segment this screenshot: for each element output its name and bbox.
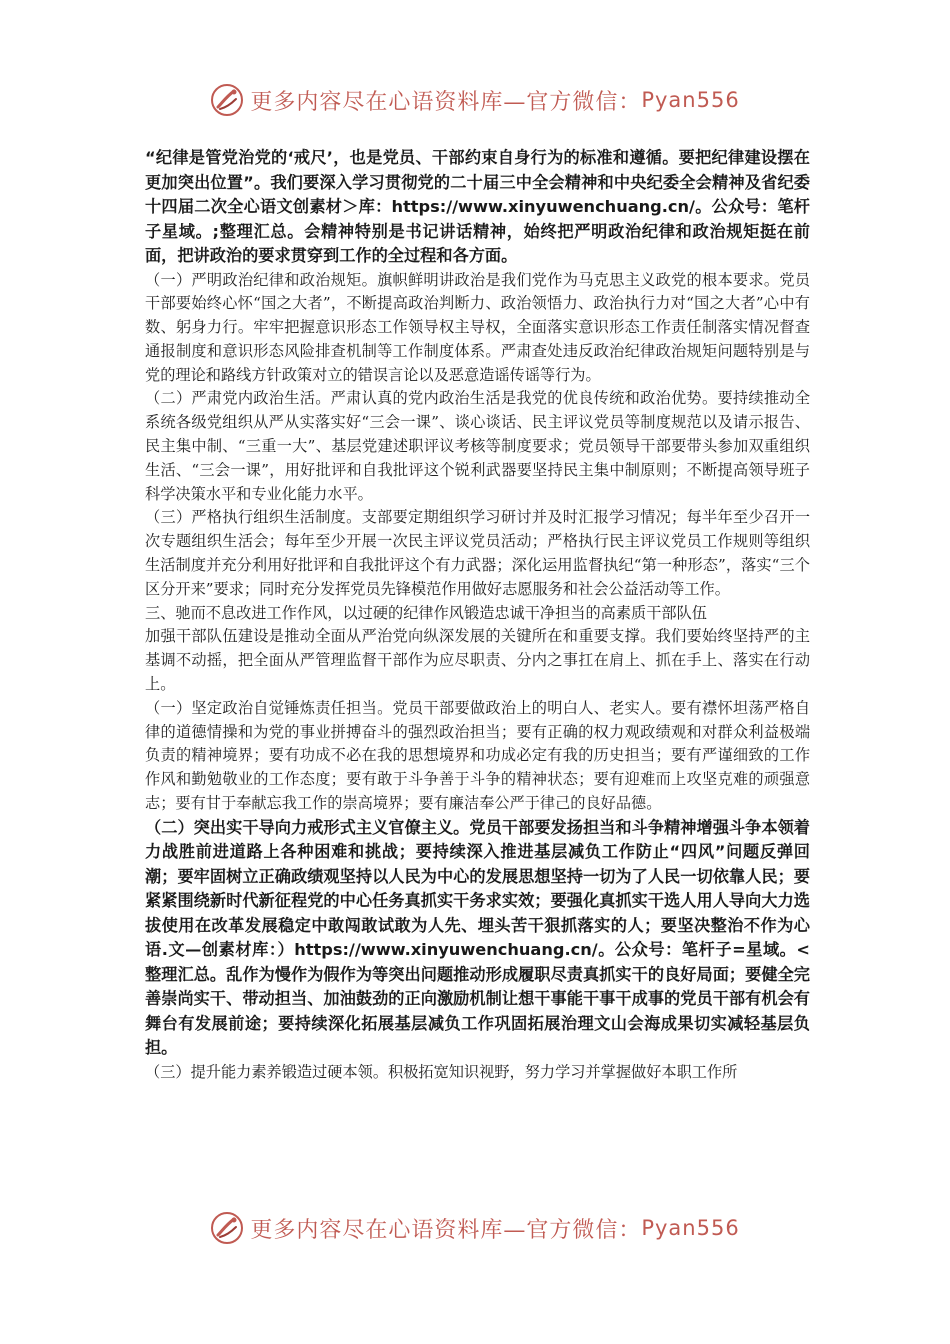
footer-banner [0,1208,950,1248]
section-heading-3: 三、驰而不息改进工作作风，以过硬的纪律作风锻造忠诚干净担当的高素质干部队伍 [145,603,707,622]
writing-hand-logo-icon [210,83,244,117]
subsection-item-3: （三）提升能力素养锻造过硬本领。积极拓宽知识视野，努力学习并掌握做好本职工作所 [145,1062,738,1081]
section-intro-paragraph: 加强干部队伍建设是推动全面从严治党向纵深发展的关键所在和重要支撑。我们要始终坚持严的主基调不动摇，把全面从严管理监督干部作为应尽职责、分内之事扛在肩上、抓在手上、落实在行动上。 [145,627,810,694]
footer-banner-text: 更多内容尽在心语资料库—官方微信： [250,1217,642,1243]
section-item-2: （二）严肃党内政治生活。严肃认真的党内政治生活是我党的优良传统和政治优势。要持续推动全系统各级党组织从严从实落实好“三会一课”、谈心谈话、民主评议党员等制度规范以及请示报告、民主集中制、“三重一大”、基层党建述职评议考核等制度要求；党员领导干部要带头参加双重组织生活、“三会一课”，用好批评和自我批评这个锐利武器要坚持民主集中制原则；不断提高领导班子科学决策水平和专业化能力水平。 [145,389,810,503]
header-wechat-id: Pyan556 [641,88,740,112]
section-item-3: （三）严格执行组织生活制度。支部要定期组织学习研讨并及时汇报学习情况；每半年至少召开一次专题组织生活会；每年至少开展一次民主评议党员活动；严格执行民主评议党员工作规则等组织生活制度并充分利用好批评和自我批评这个有力武器；深化运用监督执纪“第一种形态”，落实“三个区分开来”要求；同时充分发挥党员先锋模范作用做好志愿服务和社会公益活动等工作。 [145,508,810,598]
subsection-item-1: （一）坚定政治自觉锤炼责任担当。党员干部要做政治上的明白人、老实人。要有襟怀坦荡严格自律的道德情操和为党的事业拼搏奋斗的强烈政治担当；要有正确的权力观政绩观和对群众利益极端负责的精神境界；要有功成不必在我的思想境界和功成必定有我的历史担当；要有严谨细致的工作作风和勤勉敬业的工作态度；要有敢于斗争善于斗争的精神状态；要有迎难而上攻坚克难的顽强意志；要有甘于奉献忘我工作的崇高境界；要有廉洁奉公严于律己的良好品德。 [145,698,810,813]
subsection-item-2: （二）突出实干导向力戒形式主义官僚主义。党员干部要发扬担当和斗争精神增强斗争本领着力战胜前进道路上各种困难和挑战；要持续深入推进基层减负工作防止“四风”问题反弹回潮；要牢固树立正确政绩观坚持以人民为中心的发展思想坚持一切为了人民一切依靠人民；要紧紧围绕新时代新征程党的中心任务真抓实干务求实效；要强化真抓实干选人用人导向大力选拔使用在改革发展稳定中敢闯敢试敢为人先、埋头苦干狠抓落实的人；要坚决整治不作为心语.文—创素材库：）https://www.xinyuwenchuang.cn/。公众号：笔杆子=星域。<整理汇总。乱作为慢作为假作为等突出问题推动形成履职尽责真抓实干的良好局面；要健全完善崇尚实干、带动担当、加油鼓劲的正向激励机制让想干事能干事干成事的党员干部有机会有舞台有发展前途；要持续深化拓展基层减负工作巩固拓展治理文山会海成果切实减轻基层负担。 [145,817,810,1058]
intro-paragraph: “纪律是管党治党的‘戒尺’，也是党员、干部约束自身行为的标准和遵循。要把纪律建设摆在更加突出位置”。我们要深入学习贯彻党的二十届三中全会精神和中央纪委全会精神及省纪委十四届二次全心语文创素材＞库：https://www.xinyuwenchuang.cn/。公众号：笔杆子星域。;整理汇总。会精神特别是书记讲话精神，始终把严明政治纪律和政治规矩挺在前面，把讲政治的要求贯穿到工作的全过程和各方面。 [145,148,810,265]
header-banner [0,80,950,120]
footer-wechat-id: Pyan556 [641,1216,740,1240]
section-item-1: （一）严明政治纪律和政治规矩。旗帜鲜明讲政治是我们党作为马克思主义政党的根本要求。党员干部要始终心怀“国之大者”，不断提高政治判断力、政治领悟力、政治执行力对“国之大者”心中有数、躬身力行。牢牢把握意识形态工作领导权主导权，全面落实意识形态工作责任制落实情况督查通报制度和意识形态风险排查机制等工作制度体系。严肃查处违反政治纪律政治规矩问题特别是与党的理论和路线方针政策对立的错误言论以及恶意造谣传谣等行为。 [145,270,810,384]
writing-hand-logo-icon [210,1211,244,1245]
document-body [145,146,810,1085]
header-banner-text: 更多内容尽在心语资料库—官方微信： [250,89,642,115]
